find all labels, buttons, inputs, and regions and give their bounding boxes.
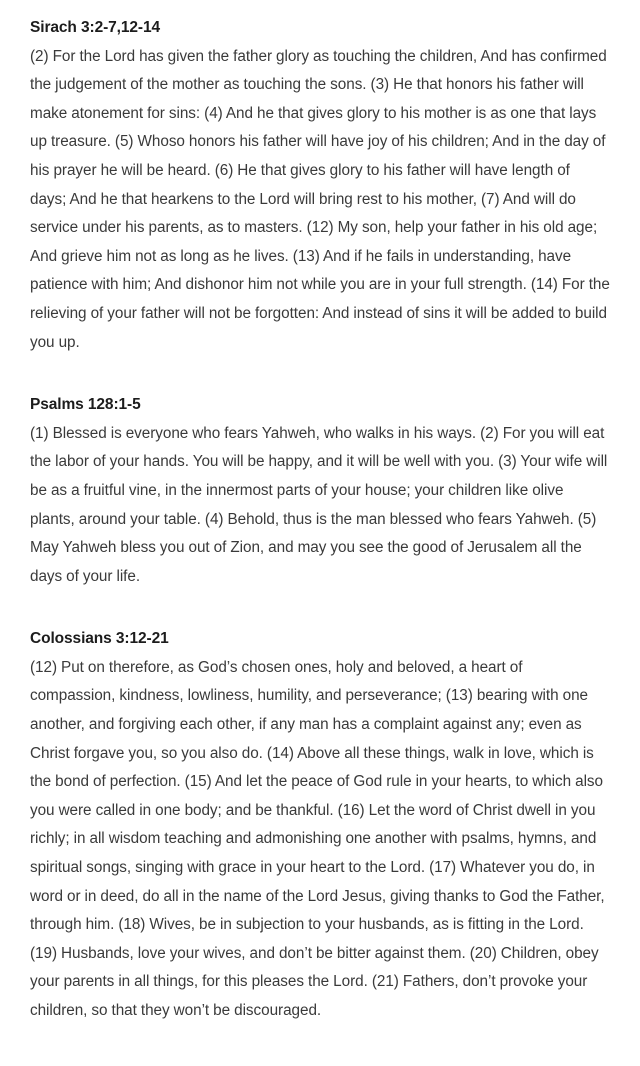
passage-colossians xyxy=(30,625,610,1025)
passage-psalms xyxy=(30,391,610,591)
passage-reference-heading: Colossians 3:12-21 xyxy=(30,630,169,648)
passage-body-text: (12) Put on therefore, as God’s chosen ones, holy and beloved, a heart of compassion, kindness, lowliness, humility, and perseverance; (13) bearing with one another, and forgiving each other, if any man has a complaint against any; even as Christ forgave you, so you also do. (14) Above all these things, walk in love, which is the bond of perfection. (15) And let the peace of God rule in your hearts, to which also you were called in one body; and be thankful. (16) Let the word of Christ dwell in you richly; in all wisdom teaching and admonishing one another with psalms, hymns, and spiritual songs, singing with grace in your heart to the Lord. (17) Whatever you do, in word or in deed, do all in the name of the Lord Jesus, giving thanks to God the Father, through him. (18) Wives, be in subjection to your husbands, as is fitting in the Lord. (19) Husbands, love your wives, and don’t be bitter against them. (20) Children, obey your parents in all things, for this pleases the Lord. (21) Fathers, don’t provoke your children, so that they won’t be discouraged. xyxy=(30,658,605,1019)
passage-reference-heading: Sirach 3:2-7,12-14 xyxy=(30,19,161,36)
passage-body-text: (2) For the Lord has given the father glory as touching the children, And has confirmed the judgement of the mother as touching the sons. (3) He that honors his father will make atonement for sins: (4) And he that gives glory to his mother is as one that lays up treasure. (5) Whoso honors his father will have joy of his children; And in the day of his prayer he will be heard. (6) He that gives glory to his father will have length of days; And he that hearkens to the Lord will bring rest to his mother, (7) And will do service under his parents, as to masters. (12) My son, help your father in his old age; And grieve him not as long as he lives. (13) And if he fails in understanding, have patience with him; And dishonor him not while you are in your full strength. (14) For the relieving of your father will not be forgotten: And instead of sins it will be added to build you up. xyxy=(30,47,610,351)
passage-reference-heading: Psalms 128:1-5 xyxy=(30,396,141,414)
passage-body-text: (1) Blessed is everyone who fears Yahweh, who walks in his ways. (2) For you will eat the labor of your hands. You will be happy, and it will be well with you. (3) Your wife will be as a fruitful vine, in the innermost parts of your house; your children like olive plants, around your table. (4) Behold, thus is the man blessed who fears Yahweh. (5) May Yahweh bless you out of Zion, and may you see the good of Jerusalem all the days of your life. xyxy=(30,424,608,585)
passage-sirach xyxy=(30,14,610,357)
